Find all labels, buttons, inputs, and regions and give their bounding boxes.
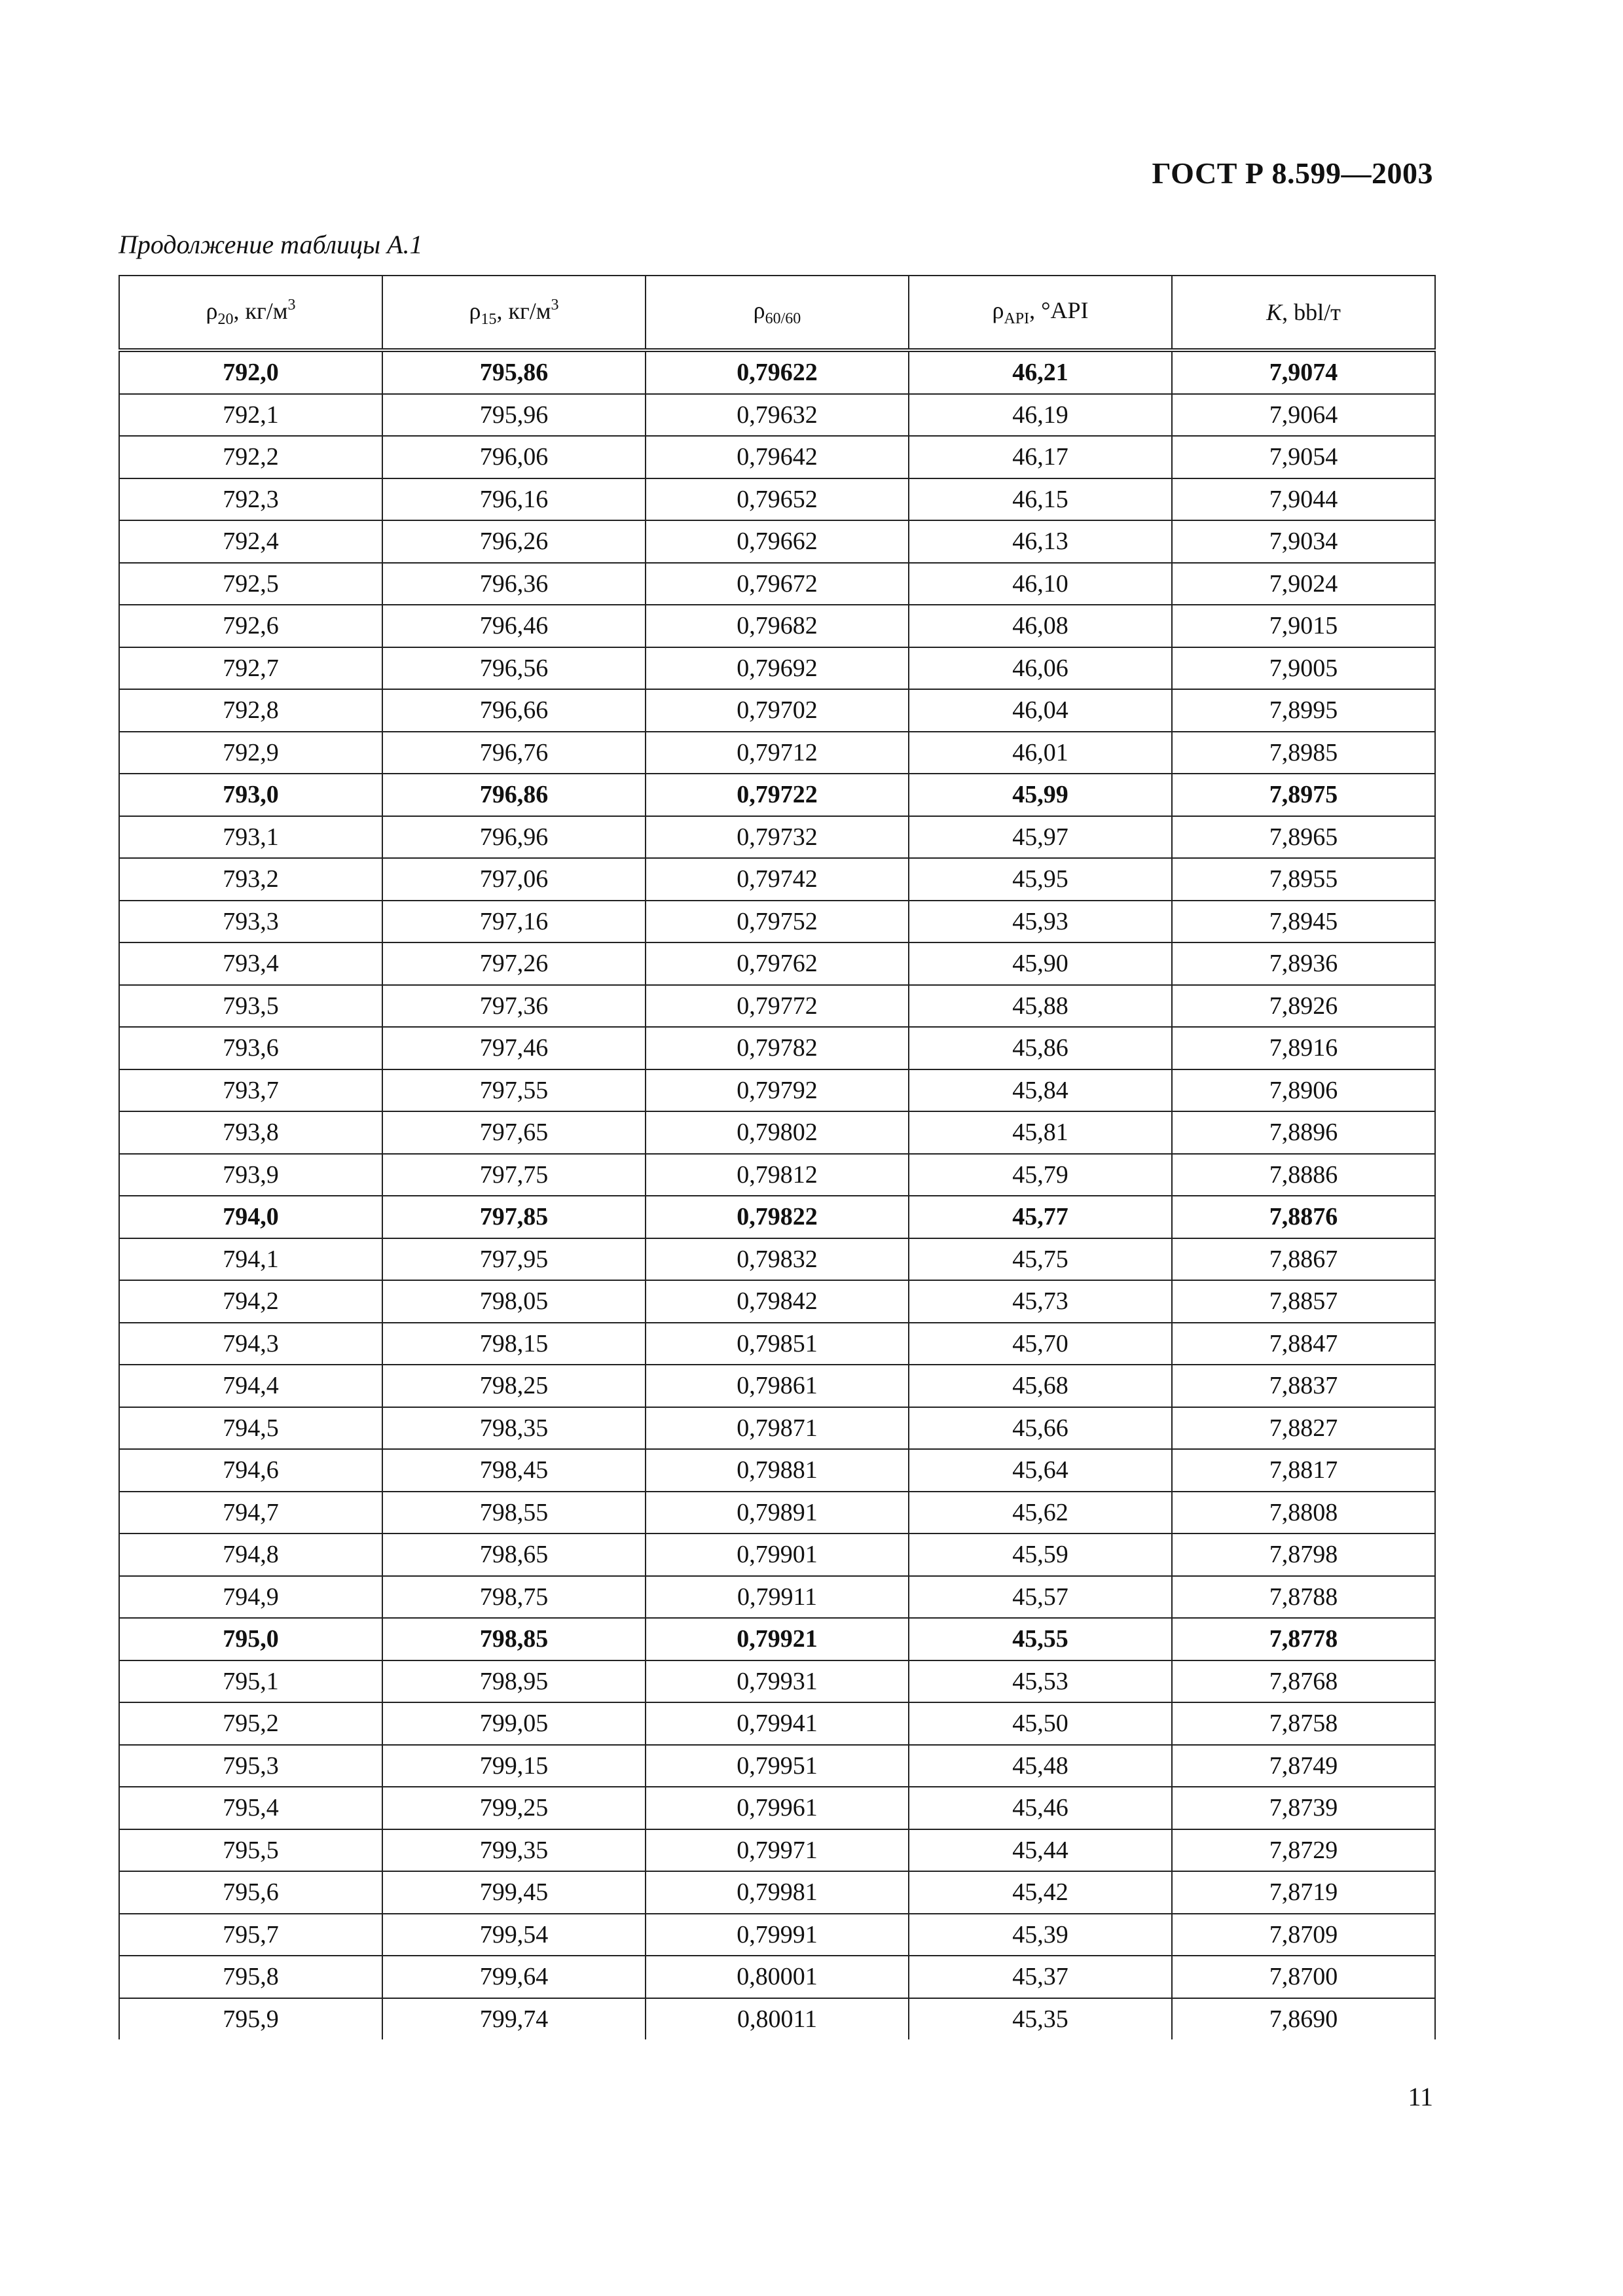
table-cell: 7,8808 <box>1172 1492 1435 1534</box>
table-row <box>119 816 1435 859</box>
table-row <box>119 520 1435 563</box>
table-cell: 793,2 <box>119 858 382 901</box>
table-row <box>119 1280 1435 1323</box>
column-header-rho60-60 <box>646 276 909 350</box>
table-cell: 45,93 <box>909 901 1172 943</box>
table-row <box>119 1829 1435 1872</box>
density-table <box>119 275 1436 2039</box>
table-cell: 46,08 <box>909 605 1172 647</box>
table-cell: 797,55 <box>382 1069 646 1112</box>
table-cell: 7,8955 <box>1172 858 1435 901</box>
table-cell: 795,3 <box>119 1745 382 1787</box>
table-cell: 0,80001 <box>646 1956 909 1998</box>
table-cell: 7,8837 <box>1172 1365 1435 1407</box>
table-row <box>119 942 1435 985</box>
table-cell: 793,5 <box>119 985 382 1028</box>
table-cell: 46,15 <box>909 478 1172 521</box>
table-cell: 0,79752 <box>646 901 909 943</box>
table-cell: 794,5 <box>119 1407 382 1450</box>
table-row <box>119 1238 1435 1281</box>
header-symbol: ρ <box>206 297 218 324</box>
table-cell: 7,9015 <box>1172 605 1435 647</box>
table-row <box>119 350 1435 394</box>
table-row <box>119 1111 1435 1154</box>
table-cell: 793,7 <box>119 1069 382 1112</box>
table-cell: 793,8 <box>119 1111 382 1154</box>
column-header-k <box>1172 276 1435 350</box>
table-row <box>119 563 1435 605</box>
table-cell: 7,8936 <box>1172 942 1435 985</box>
table-row <box>119 1407 1435 1450</box>
table-cell: 797,26 <box>382 942 646 985</box>
table-cell: 798,55 <box>382 1492 646 1534</box>
table-cell: 46,17 <box>909 436 1172 478</box>
table-cell: 0,79931 <box>646 1660 909 1703</box>
table-cell: 794,4 <box>119 1365 382 1407</box>
table-row <box>119 605 1435 647</box>
table-cell: 45,68 <box>909 1365 1172 1407</box>
table-cell: 798,25 <box>382 1365 646 1407</box>
table-cell: 796,16 <box>382 478 646 521</box>
table-cell: 45,48 <box>909 1745 1172 1787</box>
table-cell: 796,56 <box>382 647 646 690</box>
header-unit: , кг/м <box>233 297 288 324</box>
table-cell: 0,79871 <box>646 1407 909 1450</box>
table-cell: 7,8788 <box>1172 1576 1435 1619</box>
table-cell: 7,8768 <box>1172 1660 1435 1703</box>
table-cell: 45,95 <box>909 858 1172 901</box>
table-row <box>119 1534 1435 1576</box>
table-cell: 0,79802 <box>646 1111 909 1154</box>
table-cell: 0,79961 <box>646 1787 909 1829</box>
table-cell: 799,05 <box>382 1702 646 1745</box>
table-cell: 45,62 <box>909 1492 1172 1534</box>
table-cell: 7,8975 <box>1172 774 1435 816</box>
header-superscript: 3 <box>287 296 296 314</box>
table-cell: 797,06 <box>382 858 646 901</box>
table-row <box>119 732 1435 774</box>
table-row <box>119 1365 1435 1407</box>
table-cell: 45,66 <box>909 1407 1172 1450</box>
table-cell: 0,79851 <box>646 1323 909 1365</box>
table-cell: 7,8709 <box>1172 1914 1435 1956</box>
table-cell: 7,8847 <box>1172 1323 1435 1365</box>
table-cell: 45,42 <box>909 1871 1172 1914</box>
table-cell: 795,2 <box>119 1702 382 1745</box>
table-cell: 792,6 <box>119 605 382 647</box>
table-cell: 0,79911 <box>646 1576 909 1619</box>
header-symbol: ρ <box>753 297 765 323</box>
table-row <box>119 1871 1435 1914</box>
table-cell: 795,6 <box>119 1871 382 1914</box>
table-cell: 7,8886 <box>1172 1154 1435 1196</box>
table-cell: 792,8 <box>119 689 382 732</box>
table-row <box>119 1660 1435 1703</box>
table-cell: 0,79971 <box>646 1829 909 1872</box>
table-cell: 799,45 <box>382 1871 646 1914</box>
table-row <box>119 1154 1435 1196</box>
table-cell: 0,79652 <box>646 478 909 521</box>
table-cell: 7,9054 <box>1172 436 1435 478</box>
table-row <box>119 436 1435 478</box>
table-cell: 7,8985 <box>1172 732 1435 774</box>
table-cell: 45,84 <box>909 1069 1172 1112</box>
table-cell: 7,9005 <box>1172 647 1435 690</box>
table-cell: 794,3 <box>119 1323 382 1365</box>
table-cell: 0,79762 <box>646 942 909 985</box>
header-unit: , bbl/т <box>1282 299 1341 325</box>
table-cell: 7,8778 <box>1172 1618 1435 1660</box>
table-cell: 45,50 <box>909 1702 1172 1745</box>
table-cell: 798,35 <box>382 1407 646 1450</box>
table-row <box>119 1702 1435 1745</box>
table-cell: 798,95 <box>382 1660 646 1703</box>
table-cell: 0,79822 <box>646 1196 909 1238</box>
table-cell: 796,76 <box>382 732 646 774</box>
table-cell: 0,80011 <box>646 1998 909 2040</box>
table-cell: 7,9024 <box>1172 563 1435 605</box>
table-cell: 798,65 <box>382 1534 646 1576</box>
table-cell: 0,79921 <box>646 1618 909 1660</box>
table-cell: 795,9 <box>119 1998 382 2040</box>
table-cell: 7,8749 <box>1172 1745 1435 1787</box>
table-cell: 7,8965 <box>1172 816 1435 859</box>
table-cell: 0,79792 <box>646 1069 909 1112</box>
header-subscript: 60/60 <box>765 310 801 327</box>
table-cell: 793,1 <box>119 816 382 859</box>
table-caption: Продолжение таблицы А.1 <box>119 230 423 259</box>
table-cell: 795,86 <box>382 350 646 394</box>
table-cell: 797,46 <box>382 1027 646 1069</box>
table-cell: 45,35 <box>909 1998 1172 2040</box>
table-cell: 7,9074 <box>1172 350 1435 394</box>
table-row <box>119 647 1435 690</box>
table-cell: 7,8700 <box>1172 1956 1435 1998</box>
table-cell: 45,88 <box>909 985 1172 1028</box>
table-cell: 0,79901 <box>646 1534 909 1576</box>
table-cell: 796,66 <box>382 689 646 732</box>
table-cell: 7,8867 <box>1172 1238 1435 1281</box>
table-cell: 7,9034 <box>1172 520 1435 563</box>
table-body <box>119 350 1435 2039</box>
table-cell: 45,79 <box>909 1154 1172 1196</box>
table-cell: 0,79941 <box>646 1702 909 1745</box>
table-cell: 7,8817 <box>1172 1449 1435 1492</box>
table-cell: 45,97 <box>909 816 1172 859</box>
table-cell: 0,79981 <box>646 1871 909 1914</box>
header-symbol: ρ <box>469 297 481 324</box>
header-symbol: K <box>1266 299 1283 325</box>
table-cell: 797,75 <box>382 1154 646 1196</box>
table-cell: 0,79662 <box>646 520 909 563</box>
table-cell: 799,74 <box>382 1998 646 2040</box>
table-cell: 45,64 <box>909 1449 1172 1492</box>
table-cell: 45,99 <box>909 774 1172 816</box>
table-cell: 792,9 <box>119 732 382 774</box>
table-cell: 7,8758 <box>1172 1702 1435 1745</box>
table-cell: 792,1 <box>119 394 382 437</box>
header-subscript: API <box>1004 310 1030 327</box>
table-row <box>119 394 1435 437</box>
table-cell: 793,0 <box>119 774 382 816</box>
table-cell: 796,86 <box>382 774 646 816</box>
table-row <box>119 689 1435 732</box>
table-cell: 7,8690 <box>1172 1998 1435 2040</box>
table-cell: 795,1 <box>119 1660 382 1703</box>
table-cell: 797,95 <box>382 1238 646 1281</box>
table-cell: 0,79891 <box>646 1492 909 1534</box>
table-cell: 0,79782 <box>646 1027 909 1069</box>
table-cell: 0,79702 <box>646 689 909 732</box>
table-cell: 795,96 <box>382 394 646 437</box>
table-cell: 45,44 <box>909 1829 1172 1872</box>
table-cell: 45,73 <box>909 1280 1172 1323</box>
table-cell: 45,75 <box>909 1238 1172 1281</box>
table-cell: 797,65 <box>382 1111 646 1154</box>
table-cell: 7,8945 <box>1172 901 1435 943</box>
table-cell: 45,57 <box>909 1576 1172 1619</box>
table-cell: 792,7 <box>119 647 382 690</box>
table-cell: 7,8926 <box>1172 985 1435 1028</box>
table-cell: 0,79742 <box>646 858 909 901</box>
header-symbol: ρ <box>992 297 1004 323</box>
table-cell: 45,81 <box>909 1111 1172 1154</box>
table-cell: 798,45 <box>382 1449 646 1492</box>
table-cell: 7,8729 <box>1172 1829 1435 1872</box>
table-cell: 792,3 <box>119 478 382 521</box>
table-cell: 797,36 <box>382 985 646 1028</box>
table-cell: 0,79722 <box>646 774 909 816</box>
table-cell: 45,59 <box>909 1534 1172 1576</box>
table-cell: 0,79772 <box>646 985 909 1028</box>
table-cell: 0,79632 <box>646 394 909 437</box>
header-unit: , кг/м <box>496 297 551 324</box>
table-row <box>119 1449 1435 1492</box>
table-cell: 46,19 <box>909 394 1172 437</box>
table-cell: 0,79712 <box>646 732 909 774</box>
table-row <box>119 1618 1435 1660</box>
table-cell: 7,8896 <box>1172 1111 1435 1154</box>
table-cell: 46,21 <box>909 350 1172 394</box>
table-row <box>119 478 1435 521</box>
table-cell: 796,96 <box>382 816 646 859</box>
table-row <box>119 1576 1435 1619</box>
table-cell: 793,3 <box>119 901 382 943</box>
table-row <box>119 985 1435 1028</box>
table-row <box>119 901 1435 943</box>
table-cell: 796,46 <box>382 605 646 647</box>
table-cell: 796,36 <box>382 563 646 605</box>
table-cell: 45,37 <box>909 1956 1172 1998</box>
table-cell: 7,9064 <box>1172 394 1435 437</box>
table-cell: 793,6 <box>119 1027 382 1069</box>
table-cell: 0,79692 <box>646 647 909 690</box>
table-cell: 795,7 <box>119 1914 382 1956</box>
table-row <box>119 1956 1435 1998</box>
table-cell: 798,85 <box>382 1618 646 1660</box>
header-subscript: 15 <box>481 310 497 328</box>
table-cell: 7,8876 <box>1172 1196 1435 1238</box>
table-cell: 45,39 <box>909 1914 1172 1956</box>
column-header-rho-api <box>909 276 1172 350</box>
table-row <box>119 1914 1435 1956</box>
table-header-row <box>119 276 1435 350</box>
table-cell: 795,8 <box>119 1956 382 1998</box>
table-cell: 0,79812 <box>646 1154 909 1196</box>
table-cell: 799,35 <box>382 1829 646 1872</box>
table-cell: 45,70 <box>909 1323 1172 1365</box>
table-cell: 7,9044 <box>1172 478 1435 521</box>
table-cell: 794,6 <box>119 1449 382 1492</box>
table-cell: 45,90 <box>909 942 1172 985</box>
table-cell: 0,79732 <box>646 816 909 859</box>
table-cell: 7,8916 <box>1172 1027 1435 1069</box>
table-cell: 7,8857 <box>1172 1280 1435 1323</box>
table-cell: 796,26 <box>382 520 646 563</box>
table-cell: 46,13 <box>909 520 1172 563</box>
table-cell: 0,79951 <box>646 1745 909 1787</box>
header-unit: , °API <box>1029 297 1089 323</box>
table-cell: 0,79832 <box>646 1238 909 1281</box>
table-cell: 45,55 <box>909 1618 1172 1660</box>
table-cell: 799,64 <box>382 1956 646 1998</box>
table-cell: 794,0 <box>119 1196 382 1238</box>
table-row <box>119 774 1435 816</box>
table-cell: 45,46 <box>909 1787 1172 1829</box>
table-cell: 0,79861 <box>646 1365 909 1407</box>
table-cell: 799,25 <box>382 1787 646 1829</box>
table-cell: 793,4 <box>119 942 382 985</box>
table-row <box>119 858 1435 901</box>
column-header-rho15 <box>382 276 646 350</box>
table-cell: 0,79672 <box>646 563 909 605</box>
table-cell: 794,2 <box>119 1280 382 1323</box>
table-row <box>119 1787 1435 1829</box>
table-cell: 0,79642 <box>646 436 909 478</box>
table-cell: 7,8906 <box>1172 1069 1435 1112</box>
table-row <box>119 1998 1435 2040</box>
document-code: ГОСТ Р 8.599—2003 <box>1152 156 1433 190</box>
table-cell: 799,15 <box>382 1745 646 1787</box>
table-row <box>119 1745 1435 1787</box>
table-cell: 798,05 <box>382 1280 646 1323</box>
table-cell: 792,4 <box>119 520 382 563</box>
table-row <box>119 1492 1435 1534</box>
table-cell: 46,04 <box>909 689 1172 732</box>
table-cell: 0,79991 <box>646 1914 909 1956</box>
column-header-rho20 <box>119 276 382 350</box>
table-cell: 795,4 <box>119 1787 382 1829</box>
table-cell: 7,8827 <box>1172 1407 1435 1450</box>
table-row <box>119 1196 1435 1238</box>
table-cell: 797,16 <box>382 901 646 943</box>
table-cell: 795,5 <box>119 1829 382 1872</box>
table-cell: 794,1 <box>119 1238 382 1281</box>
table-cell: 794,7 <box>119 1492 382 1534</box>
table-row <box>119 1323 1435 1365</box>
table-cell: 798,15 <box>382 1323 646 1365</box>
table-cell: 792,2 <box>119 436 382 478</box>
table-cell: 7,8798 <box>1172 1534 1435 1576</box>
table-cell: 797,85 <box>382 1196 646 1238</box>
table-cell: 7,8719 <box>1172 1871 1435 1914</box>
table-cell: 792,5 <box>119 563 382 605</box>
page-number: 11 <box>1408 2082 1433 2111</box>
table-cell: 0,79622 <box>646 350 909 394</box>
table-cell: 793,9 <box>119 1154 382 1196</box>
table-cell: 45,77 <box>909 1196 1172 1238</box>
table-cell: 796,06 <box>382 436 646 478</box>
table-cell: 7,8995 <box>1172 689 1435 732</box>
table-cell: 45,53 <box>909 1660 1172 1703</box>
table-cell: 794,8 <box>119 1534 382 1576</box>
table-cell: 795,0 <box>119 1618 382 1660</box>
table-cell: 0,79682 <box>646 605 909 647</box>
table-cell: 45,86 <box>909 1027 1172 1069</box>
table-cell: 792,0 <box>119 350 382 394</box>
table-cell: 799,54 <box>382 1914 646 1956</box>
header-superscript: 3 <box>551 296 559 314</box>
table-row <box>119 1069 1435 1112</box>
table-row <box>119 1027 1435 1069</box>
header-subscript: 20 <box>217 310 234 328</box>
table-cell: 794,9 <box>119 1576 382 1619</box>
table-cell: 7,8739 <box>1172 1787 1435 1829</box>
table-cell: 0,79842 <box>646 1280 909 1323</box>
table-cell: 798,75 <box>382 1576 646 1619</box>
table-cell: 46,06 <box>909 647 1172 690</box>
table-cell: 46,10 <box>909 563 1172 605</box>
table-cell: 46,01 <box>909 732 1172 774</box>
table-cell: 0,79881 <box>646 1449 909 1492</box>
